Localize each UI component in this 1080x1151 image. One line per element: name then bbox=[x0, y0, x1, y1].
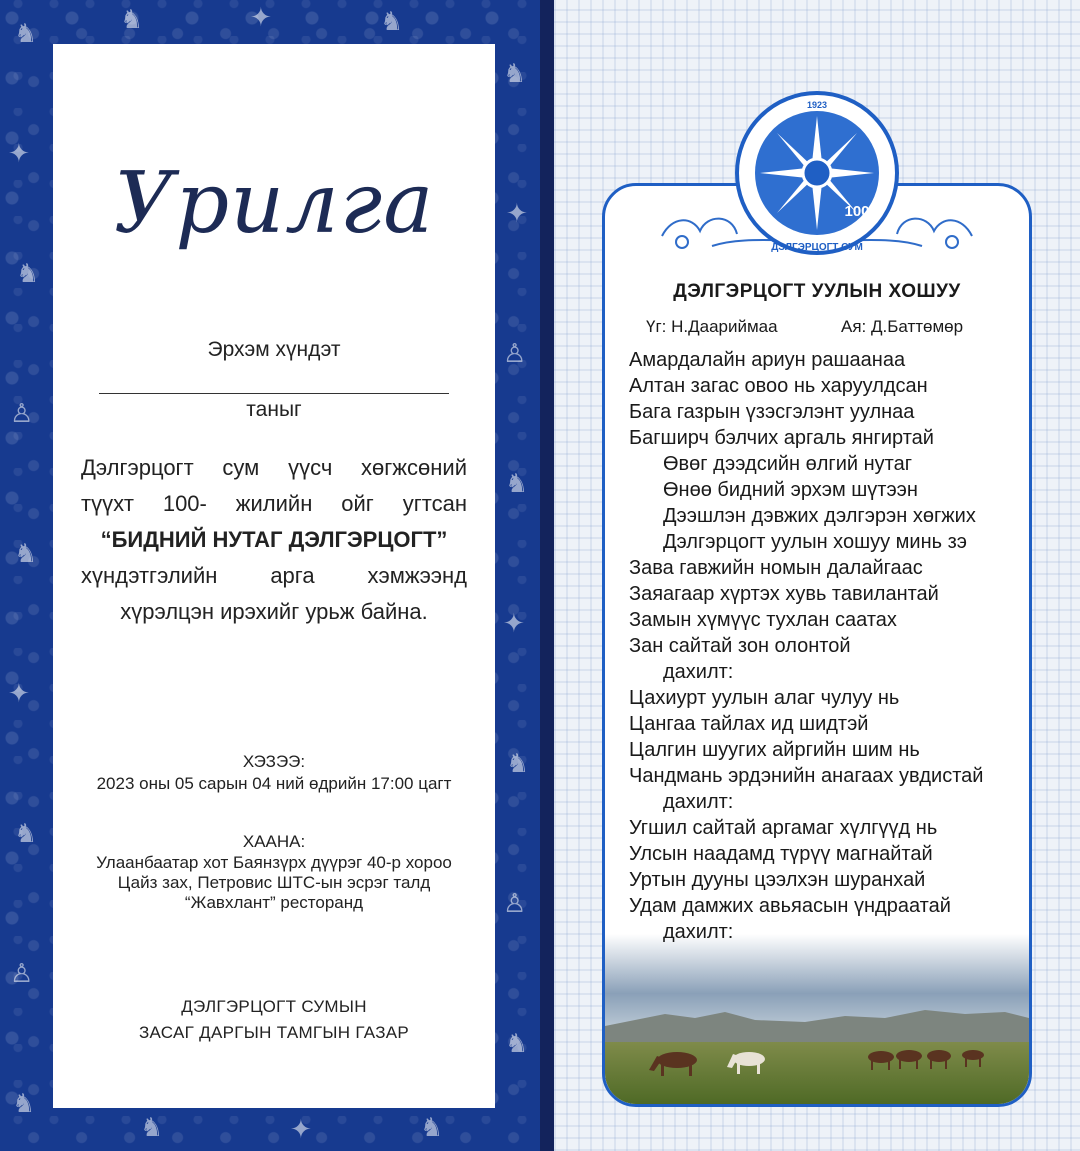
figure-petroglyph-icon: ♙ bbox=[10, 398, 34, 428]
horse-petroglyph-icon: ♞ bbox=[140, 1112, 164, 1142]
lyric-line-indented: Өвөг дээдсийн өлгий нутаг bbox=[663, 453, 913, 475]
greeting: Эрхэм хүндэт bbox=[207, 338, 341, 361]
lyric-line: Цахиурт уулын алаг чулуу нь bbox=[629, 687, 900, 709]
figure-petroglyph-icon: ♙ bbox=[503, 888, 527, 918]
lyric-line-indented: Дээшлэн дэвжих дэлгэрэн хөгжих bbox=[663, 505, 976, 527]
you-label: таныг bbox=[246, 398, 302, 421]
horse-petroglyph-icon: ♞ bbox=[120, 4, 144, 34]
lyric-line-indented: дахилт: bbox=[663, 921, 734, 943]
invitation-card bbox=[53, 44, 495, 1108]
lyric-line: Багширч бэлчих аргаль янгиртай bbox=[629, 427, 934, 449]
organizer-line: ДЭЛГЭРЦОГТ СУМЫН bbox=[181, 997, 367, 1016]
lyric-line: Заяагаар хүртэх хувь тавилантай bbox=[629, 583, 939, 605]
lyricist-credit: Үг: Н.Даариймаа bbox=[646, 317, 778, 336]
invitation-body bbox=[81, 450, 467, 630]
organizer-line: ЗАСАГ ДАРГЫН ТАМГЫН ГАЗАР bbox=[138, 1023, 410, 1042]
lyric-line: Бага газрын үзэсгэлэнт уулнаа bbox=[629, 401, 915, 423]
guest-name-line bbox=[99, 393, 449, 394]
emblem-ring-text: ДЭЛГЭРЦОГТ СУМ bbox=[771, 242, 863, 253]
horse-petroglyph-icon: ♞ bbox=[14, 18, 38, 48]
lyric-line-indented: Дэлгэрцогт уулын хошуу минь зэ bbox=[663, 531, 967, 553]
song-panel bbox=[554, 0, 1080, 1151]
emblem-anniversary: 100 bbox=[844, 203, 870, 220]
body-line: түүхт 100- жилийн ойг угтсан bbox=[81, 491, 467, 516]
lyric-line: Уртын дууны цээлхэн шуранхай bbox=[629, 869, 926, 891]
horse-petroglyph-icon: ♞ bbox=[506, 748, 530, 778]
lyric-line-indented: Өнөө бидний эрхэм шүтээн bbox=[663, 479, 918, 501]
figure-petroglyph-icon: ♙ bbox=[503, 338, 527, 368]
lyric-line: Амардалайн ариун рашаанаа bbox=[629, 349, 906, 371]
deer-petroglyph-icon: ✦ bbox=[506, 198, 528, 228]
figure-petroglyph-icon: ♙ bbox=[10, 958, 34, 988]
lyric-line-indented: дахилт: bbox=[663, 661, 734, 683]
invitation-title: Урилга bbox=[113, 154, 435, 252]
horse-petroglyph-icon: ♞ bbox=[420, 1112, 444, 1142]
lyric-line: Зан сайтай зон олонтой bbox=[629, 635, 851, 657]
body-line: хүндэтгэлийн арга хэмжээнд bbox=[81, 563, 467, 588]
lyric-line: Чандмань эрдэнийн анагаах увдистай bbox=[629, 765, 984, 787]
lyric-line: Цангаа тайлах ид шидтэй bbox=[629, 713, 869, 735]
lyric-line: Угшил сайтай аргамаг хүлгүүд нь bbox=[629, 817, 938, 839]
horse-petroglyph-icon: ♞ bbox=[505, 468, 529, 498]
lyric-line: Цалгин шуугих айргийн шим нь bbox=[629, 739, 920, 761]
lyric-line: Улсын наадамд түрүү магнайтай bbox=[629, 843, 933, 865]
when-value: 2023 оны 05 сарын 04 ний өдрийн 17:00 цагт bbox=[96, 774, 452, 793]
where-label: ХААНА: bbox=[242, 832, 306, 851]
composer-credit: Ая: Д.Баттөмөр bbox=[841, 317, 964, 336]
steppe-horses-image bbox=[605, 934, 1029, 1104]
deer-petroglyph-icon: ✦ bbox=[8, 138, 30, 168]
deer-petroglyph-icon: ✦ bbox=[290, 1114, 312, 1144]
horse-petroglyph-icon: ♞ bbox=[16, 258, 40, 288]
where-line: Цайз зах, Петровис ШТС-ын эсрэг талд bbox=[117, 873, 431, 892]
deer-petroglyph-icon: ✦ bbox=[8, 678, 30, 708]
horse-petroglyph-icon: ♞ bbox=[380, 6, 404, 36]
emblem-year: 1923 bbox=[806, 100, 828, 110]
horse-petroglyph-icon: ♞ bbox=[14, 818, 38, 848]
body-line: хүрэлцэн ирэхийг урьж байна. bbox=[120, 599, 428, 624]
song-title: ДЭЛГЭРЦОГТ УУЛЫН ХОШУУ bbox=[673, 281, 961, 302]
lyric-line-indented: дахилт: bbox=[663, 791, 734, 813]
body-line: Дэлгэрцогт сум үүсч хөгжсөний bbox=[81, 455, 467, 480]
lyric-line: Зава гавжийн номын далайгаас bbox=[629, 557, 923, 579]
lyric-line: Замын хүмүүс тухлан саатах bbox=[629, 609, 897, 631]
lyric-line: Алтан загас овоо нь харуулдсан bbox=[629, 375, 928, 397]
horse-petroglyph-icon: ♞ bbox=[12, 1088, 36, 1118]
lyric-line: Удам дамжих авьяасын үндраатай bbox=[629, 895, 951, 917]
event-name: “БИДНИЙ НУТАГ ДЭЛГЭРЦОГТ” bbox=[100, 527, 448, 552]
delgertsogt-emblem bbox=[732, 88, 902, 258]
horse-petroglyph-icon: ♞ bbox=[503, 58, 527, 88]
horse-petroglyph-icon: ♞ bbox=[505, 1028, 529, 1058]
where-line: Улаанбаатар хот Баянзүрх дүүрэг 40-р хороо bbox=[96, 853, 452, 872]
panel-divider bbox=[540, 0, 554, 1151]
deer-petroglyph-icon: ✦ bbox=[250, 2, 272, 32]
horse-petroglyph-icon: ♞ bbox=[14, 538, 38, 568]
where-line: “Жавхлант” ресторанд bbox=[184, 893, 364, 912]
deer-petroglyph-icon: ✦ bbox=[503, 608, 525, 638]
when-label: ХЭЗЭЭ: bbox=[242, 752, 306, 771]
